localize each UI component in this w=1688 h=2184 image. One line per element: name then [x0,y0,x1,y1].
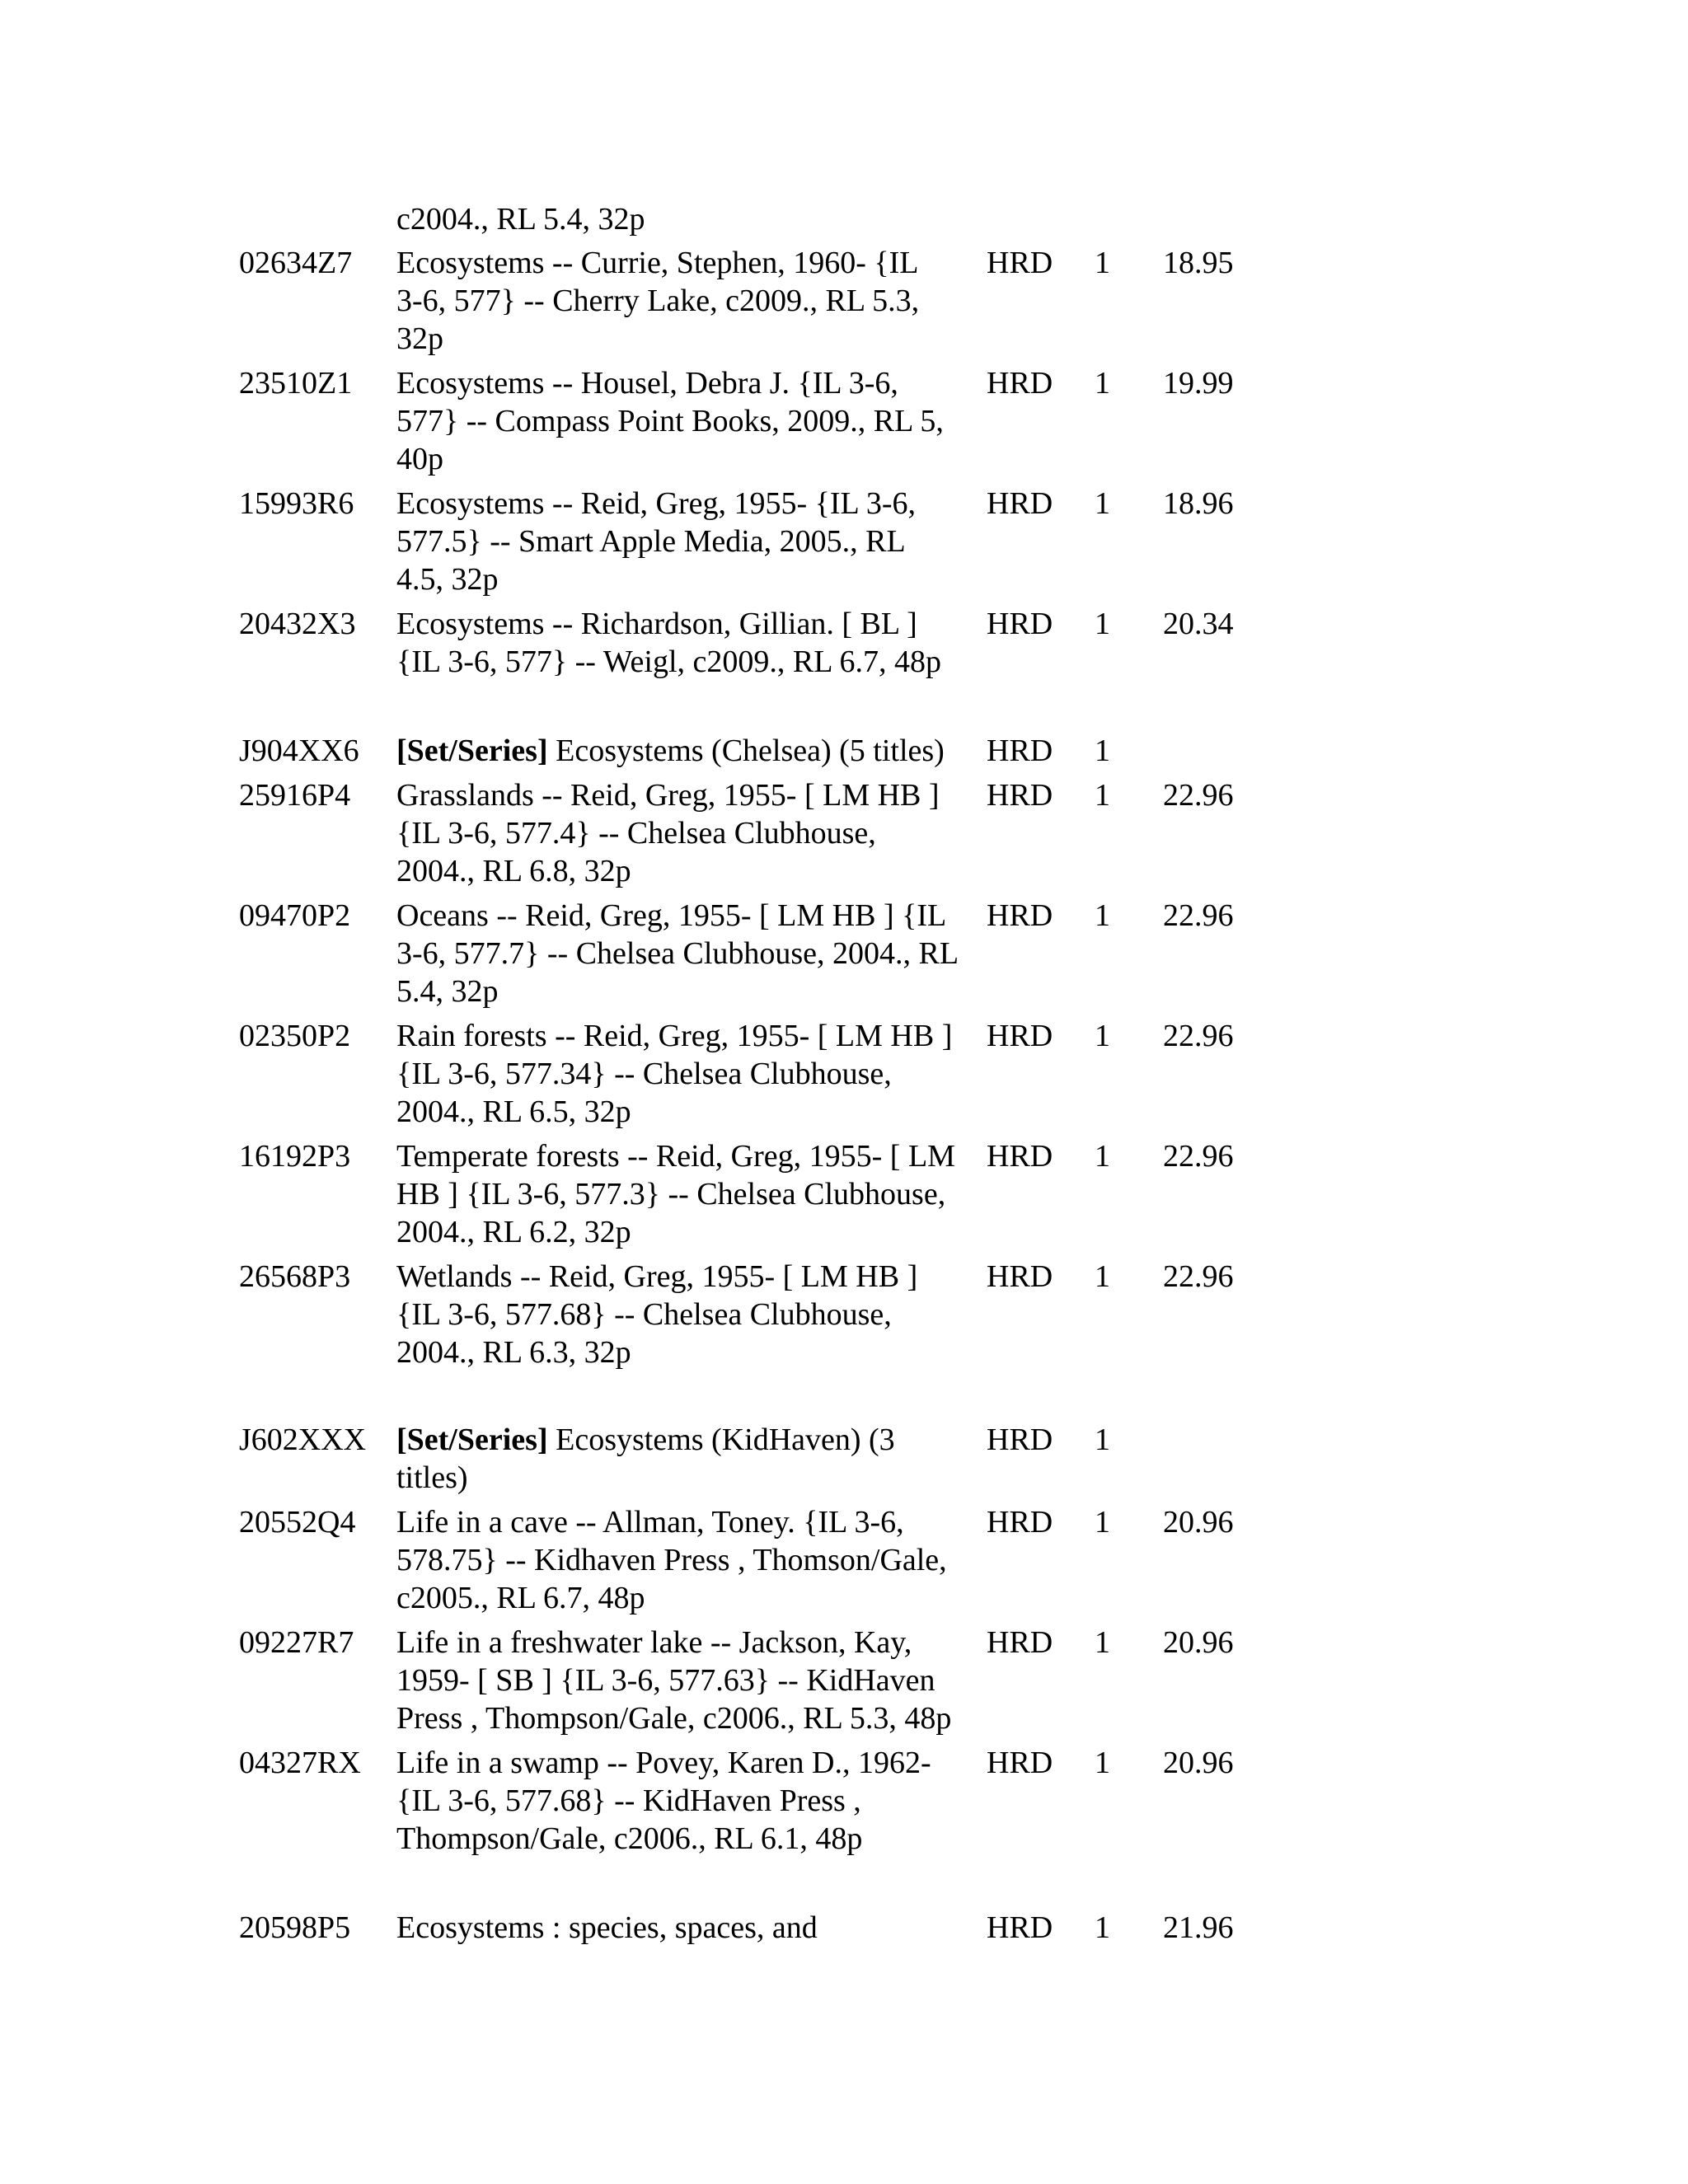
price: 19.99 [1163,366,1234,401]
description-line: Wetlands -- Reid, Greg, 1955- [ LM HB ] [396,1259,918,1294]
description-line: 2004., RL 6.5, 32p [396,1094,631,1129]
item-description [396,364,990,478]
quantity: 1 [1095,607,1110,641]
binding-type: HRD [987,898,1053,933]
description-line [396,732,990,770]
binding-type: HRD [987,733,1053,768]
description-line: 2004., RL 6.2, 32p [396,1215,631,1249]
binding-type: HRD [987,1139,1053,1174]
item-description [396,1909,990,1947]
item-code: J602XXX [239,1422,367,1457]
item-code: 20598P5 [239,1910,351,1945]
price: 22.96 [1163,778,1234,813]
item-code: 26568P3 [239,1259,351,1294]
item-code: J904XX6 [239,733,359,768]
description-line: Oceans -- Reid, Greg, 1955- [ LM HB ] {IL [396,898,947,933]
quantity: 1 [1095,366,1110,401]
description-line: Rain forests -- Reid, Greg, 1955- [ LM HB ] [396,1019,953,1053]
quantity: 1 [1095,1422,1110,1457]
description-line: Ecosystems -- Richardson, Gillian. [ BL ] [396,607,917,641]
price: 20.96 [1163,1746,1234,1780]
quantity: 1 [1095,1259,1110,1294]
description-line: Life in a freshwater lake -- Jackson, Kay, [396,1625,912,1660]
description-line: 32p [396,321,443,356]
description-line: c2004., RL 5.4, 32p [396,202,645,237]
description-line: Thompson/Gale, c2006., RL 6.1, 48p [396,1821,863,1856]
binding-type: HRD [987,1422,1053,1457]
description-line: Press , Thompson/Gale, c2006., RL 5.3, 48p [396,1701,952,1736]
item-description [396,1258,990,1371]
quantity: 1 [1095,733,1110,768]
item-description [396,1137,990,1251]
quantity: 1 [1095,1019,1110,1053]
binding-type: HRD [987,1625,1053,1660]
item-description [396,1624,990,1737]
quantity: 1 [1095,1505,1110,1540]
description-line: 5.4, 32p [396,974,499,1009]
price: 22.96 [1163,1259,1234,1294]
price: 21.96 [1163,1910,1234,1945]
description-line: Life in a swamp -- Povey, Karen D., 1962- [396,1746,931,1780]
item-code: 15993R6 [239,486,354,521]
item-description [396,605,990,681]
item-description [396,1503,990,1617]
description-line: 2004., RL 6.3, 32p [396,1335,631,1370]
item-description [396,776,990,890]
binding-type: HRD [987,1505,1053,1540]
binding-type: HRD [987,778,1053,813]
binding-type: HRD [987,1910,1053,1945]
set-series-label: [Set/Series] [396,733,548,768]
binding-type: HRD [987,246,1053,280]
description-line: {IL 3-6, 577.4} -- Chelsea Clubhouse, [396,816,876,851]
description-line: 578.75} -- Kidhaven Press , Thomson/Gale, [396,1543,947,1577]
quantity: 1 [1095,1625,1110,1660]
item-code: 20552Q4 [239,1505,356,1540]
item-code: 09470P2 [239,898,351,933]
set-series-title: Ecosystems (Chelsea) (5 titles) [547,733,945,768]
description-line: Ecosystems -- Housel, Debra J. {IL 3-6, [396,366,898,401]
description-line: 3-6, 577.7} -- Chelsea Clubhouse, 2004., RL [396,936,959,971]
item-description [396,897,990,1010]
quantity: 1 [1095,1139,1110,1174]
item-description [396,1017,990,1131]
description-line: {IL 3-6, 577.68} -- KidHaven Press , [396,1783,861,1818]
price: 22.96 [1163,898,1234,933]
description-line: Temperate forests -- Reid, Greg, 1955- [ LM [396,1139,955,1174]
set-series-label: [Set/Series] [396,1422,548,1457]
price: 20.34 [1163,607,1234,641]
item-code: 02350P2 [239,1019,351,1053]
quantity: 1 [1095,778,1110,813]
price: 22.96 [1163,1139,1234,1174]
description-line: {IL 3-6, 577.68} -- Chelsea Clubhouse, [396,1297,892,1332]
binding-type: HRD [987,1259,1053,1294]
description-line: 4.5, 32p [396,562,499,597]
description-line: Ecosystems -- Reid, Greg, 1955- {IL 3-6, [396,486,916,521]
description-line: {IL 3-6, 577} -- Weigl, c2009., RL 6.7, 48p [396,644,942,679]
binding-type: HRD [987,1019,1053,1053]
description-line: 40p [396,442,443,476]
item-code: 20432X3 [239,607,356,641]
description-line: Ecosystems -- Currie, Stephen, 1960- {IL [396,246,919,280]
item-code: 16192P3 [239,1139,351,1174]
quantity: 1 [1095,1910,1110,1945]
description-line: Grasslands -- Reid, Greg, 1955- [ LM HB ] [396,778,940,813]
description-line: c2005., RL 6.7, 48p [396,1581,645,1615]
description-line: 1959- [ SB ] {IL 3-6, 577.63} -- KidHaven [396,1663,935,1698]
quantity: 1 [1095,246,1110,280]
binding-type: HRD [987,607,1053,641]
price: 20.96 [1163,1625,1234,1660]
description-line: 3-6, 577} -- Cherry Lake, c2009., RL 5.3, [396,284,920,318]
description-line: 2004., RL 6.8, 32p [396,854,631,888]
item-description [396,200,990,238]
item-code: 02634Z7 [239,246,353,280]
description-line: {IL 3-6, 577.34} -- Chelsea Clubhouse, [396,1057,892,1091]
description-line: Life in a cave -- Allman, Toney. {IL 3-6, [396,1505,904,1540]
description-line: 577} -- Compass Point Books, 2009., RL 5, [396,404,944,438]
item-code: 04327RX [239,1746,361,1780]
quantity: 1 [1095,898,1110,933]
quantity: 1 [1095,1746,1110,1780]
item-description [396,1421,990,1497]
item-code: 09227R7 [239,1625,354,1660]
binding-type: HRD [987,366,1053,401]
description-line: Ecosystems : species, spaces, and [396,1910,818,1945]
description-line: titles) [396,1460,468,1495]
price: 20.96 [1163,1505,1234,1540]
price: 18.96 [1163,486,1234,521]
item-description [396,485,990,598]
price: 18.95 [1163,246,1234,280]
item-description [396,244,990,358]
binding-type: HRD [987,486,1053,521]
description-line: 577.5} -- Smart Apple Media, 2005., RL [396,524,906,559]
description-line: HB ] {IL 3-6, 577.3} -- Chelsea Clubhouse, [396,1177,946,1212]
description-line [396,1421,990,1459]
price: 22.96 [1163,1019,1234,1053]
quantity: 1 [1095,486,1110,521]
item-description [396,1744,990,1858]
item-code: 25916P4 [239,778,351,813]
item-description [396,732,990,770]
item-code: 23510Z1 [239,366,353,401]
set-series-title: Ecosystems (KidHaven) (3 [547,1422,895,1457]
binding-type: HRD [987,1746,1053,1780]
